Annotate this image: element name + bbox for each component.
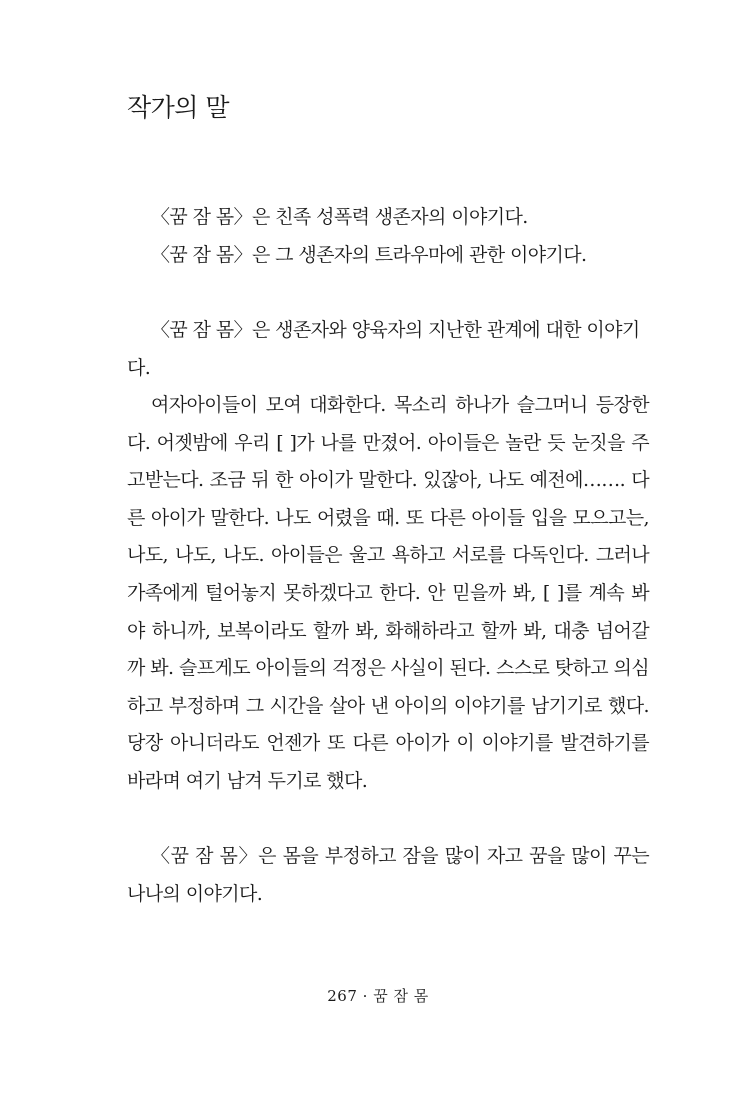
closing-paragraph-block <box>127 838 649 913</box>
main-paragraph-block <box>127 387 649 801</box>
page-title: 작가의 말 <box>127 93 230 122</box>
paragraph-nana-story: 〈꿈 잠 몸〉은 몸을 부정하고 잠을 많이 자고 꿈을 많이 꾸는 나나의 이야기다. <box>127 845 649 905</box>
page-footer <box>0 984 756 1008</box>
intro-paragraphs <box>127 199 649 274</box>
page-number: 267 <box>327 987 358 1005</box>
paragraph-relationship-story: 〈꿈 잠 몸〉은 생존자와 양육자의 지난한 관계에 대한 이야기다. <box>127 319 640 379</box>
paragraph-trauma-story: 〈꿈 잠 몸〉은 그 생존자의 트라우마에 관한 이야기다. <box>151 243 587 266</box>
relationship-paragraph-block <box>127 312 649 387</box>
paragraph-children-story: 여자아이들이 모여 대화한다. 목소리 하나가 슬그머니 등장한다. 어젯밤에 우리 [ ]가 나를 만졌어. 아이들은 놀란 듯 눈짓을 주고받는다. 조금 뒤 한 아이가 말한다. 있잖아, 나도 예전에……. 다른 아이가 말한다. 나도 어렸을 때. 또 다른 아이들 입을 모으고는, 나도, 나도, 나도. 아이들은 울고 욕하고 서로를 다독인다. 그러나 가족에게 털어놓지 못하겠다고 한다. 안 믿을까 봐, [ ]를 계속 봐야 하니까, 보복이라도 할까 봐, 화해하라고 할까 봐, 대충 넘어갈까 봐. 슬프게도 아이들의 걱정은 사실이 된다. 스스로 탓하고 의심하고 부정하며 그 시간을 살아 낸 아이의 이야기를 남기기로 했다. 당장 아니더라도 언젠가 또 다른 아이가 이 이야기를 발견하기를 바라며 여기 남겨 두기로 했다. <box>127 394 649 792</box>
footer-separator: · <box>362 987 368 1005</box>
paragraph-survivor-story: 〈꿈 잠 몸〉은 친족 성폭력 생존자의 이야기다. <box>151 206 528 228</box>
running-title: 꿈 잠 몸 <box>373 987 429 1005</box>
